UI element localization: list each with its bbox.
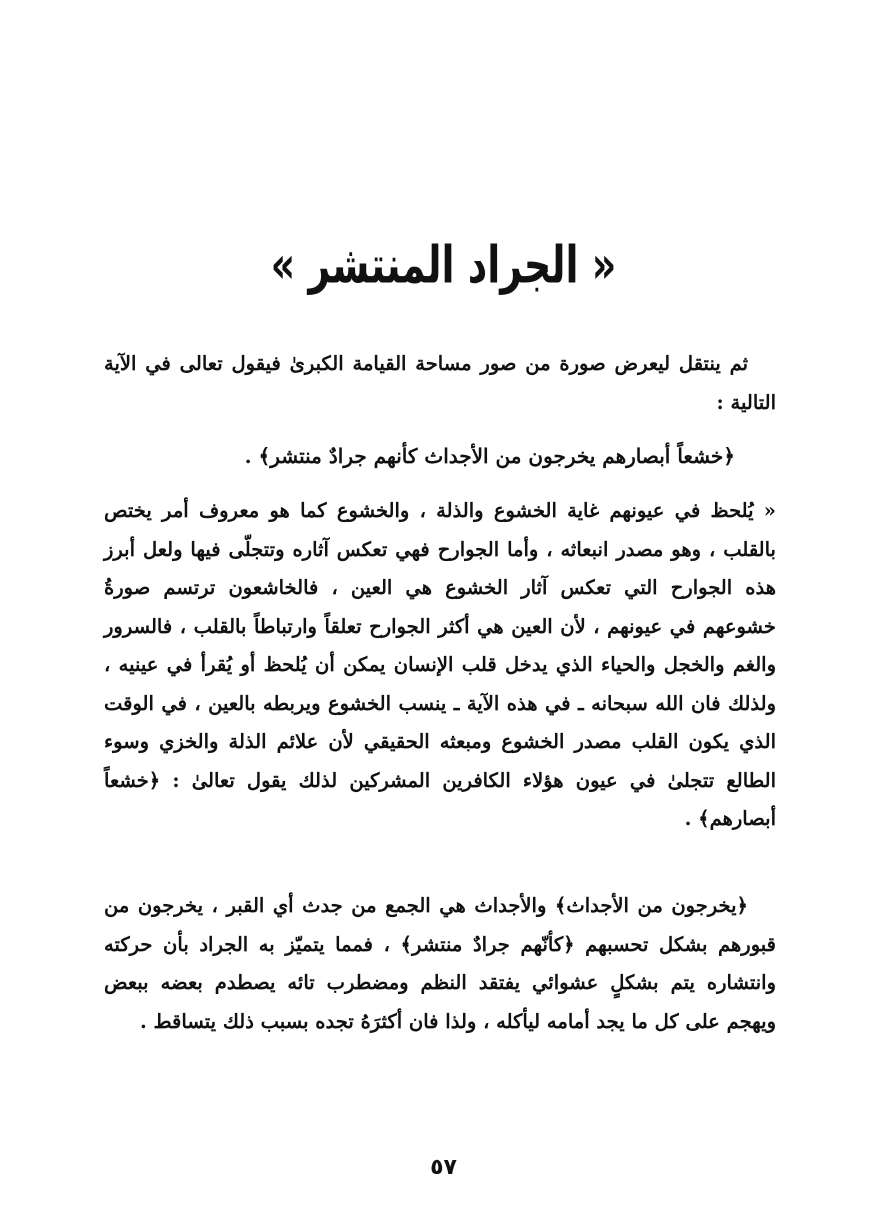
chapter-title: « الجراد المنتشر » [270, 235, 617, 295]
commentary-text-2: ﴿يخرجون من الأجداث﴾ والأجداث هي الجمع من جدث أي القبر ، يخرجون من قبورهم بشكل تحسبهم ﴿كأنّهم جرادٌ منتشر﴾ ، فمما يتميّز به الجراد بأن حركته وانتشاره يتم بشكلٍ عشوائي يفتقد النظم ومضطرب تائه يصطدم بعضه ببعض ويهجم على كل ما يجد أمامه ليأكله ، ولذا فان أكثرَهُ تجده بسبب ذلك يتساقط . [104, 894, 776, 1033]
intro-text: ثم ينتقل ليعرض صورة من صور مساحة القيامة الكبرىٰ فيقول تعالى في الآية التالية : [104, 352, 776, 414]
commentary-paragraph-1 [104, 492, 776, 839]
page-number: ٥٧ [430, 1155, 457, 1180]
commentary-paragraph-2 [104, 887, 776, 1041]
commentary-text-1: « يُلحظ في عيونهم غاية الخشوع والذلة ، والخشوع كما هو معروف أمر يختص بالقلب ، وهو مصدر انبعاثه ، وأما الجوارح فهي تعكس آثاره وتتجلّى فيها ولعل أبرز هذه الجوارح التي تعكس آثار الخشوع هي العين ، فالخاشعون ترتسم صورةُ خشوعهم في عيونهم ، لأن العين هي أكثر الجوارح تعلقاً وارتباطاً بالقلب ، فالسرور والغم والخجل والحياء الذي يدخل قلب الإنسان يمكن أن يُلحظ أو يُقرأ في عينيه ، ولذلك فان الله سبحانه ـ في هذه الآية ـ ينسب الخشوع ويربطه بالعين ، في الوقت الذي يكون القلب مصدر الخشوع ومبعثه الحقيقي لأن علائم الذلة والخزي وسوء الطالع تتجلىٰ في عيون هؤلاء الكافرين المشركين لذلك يقول تعالىٰ : ﴿خشعاً أبصارهم﴾ . [104, 499, 776, 830]
quran-verse: ﴿خشعاً أبصارهم يخرجون من الأجداث كأنهم جرادٌ منتشر﴾ . [244, 444, 735, 468]
intro-paragraph [104, 345, 776, 422]
